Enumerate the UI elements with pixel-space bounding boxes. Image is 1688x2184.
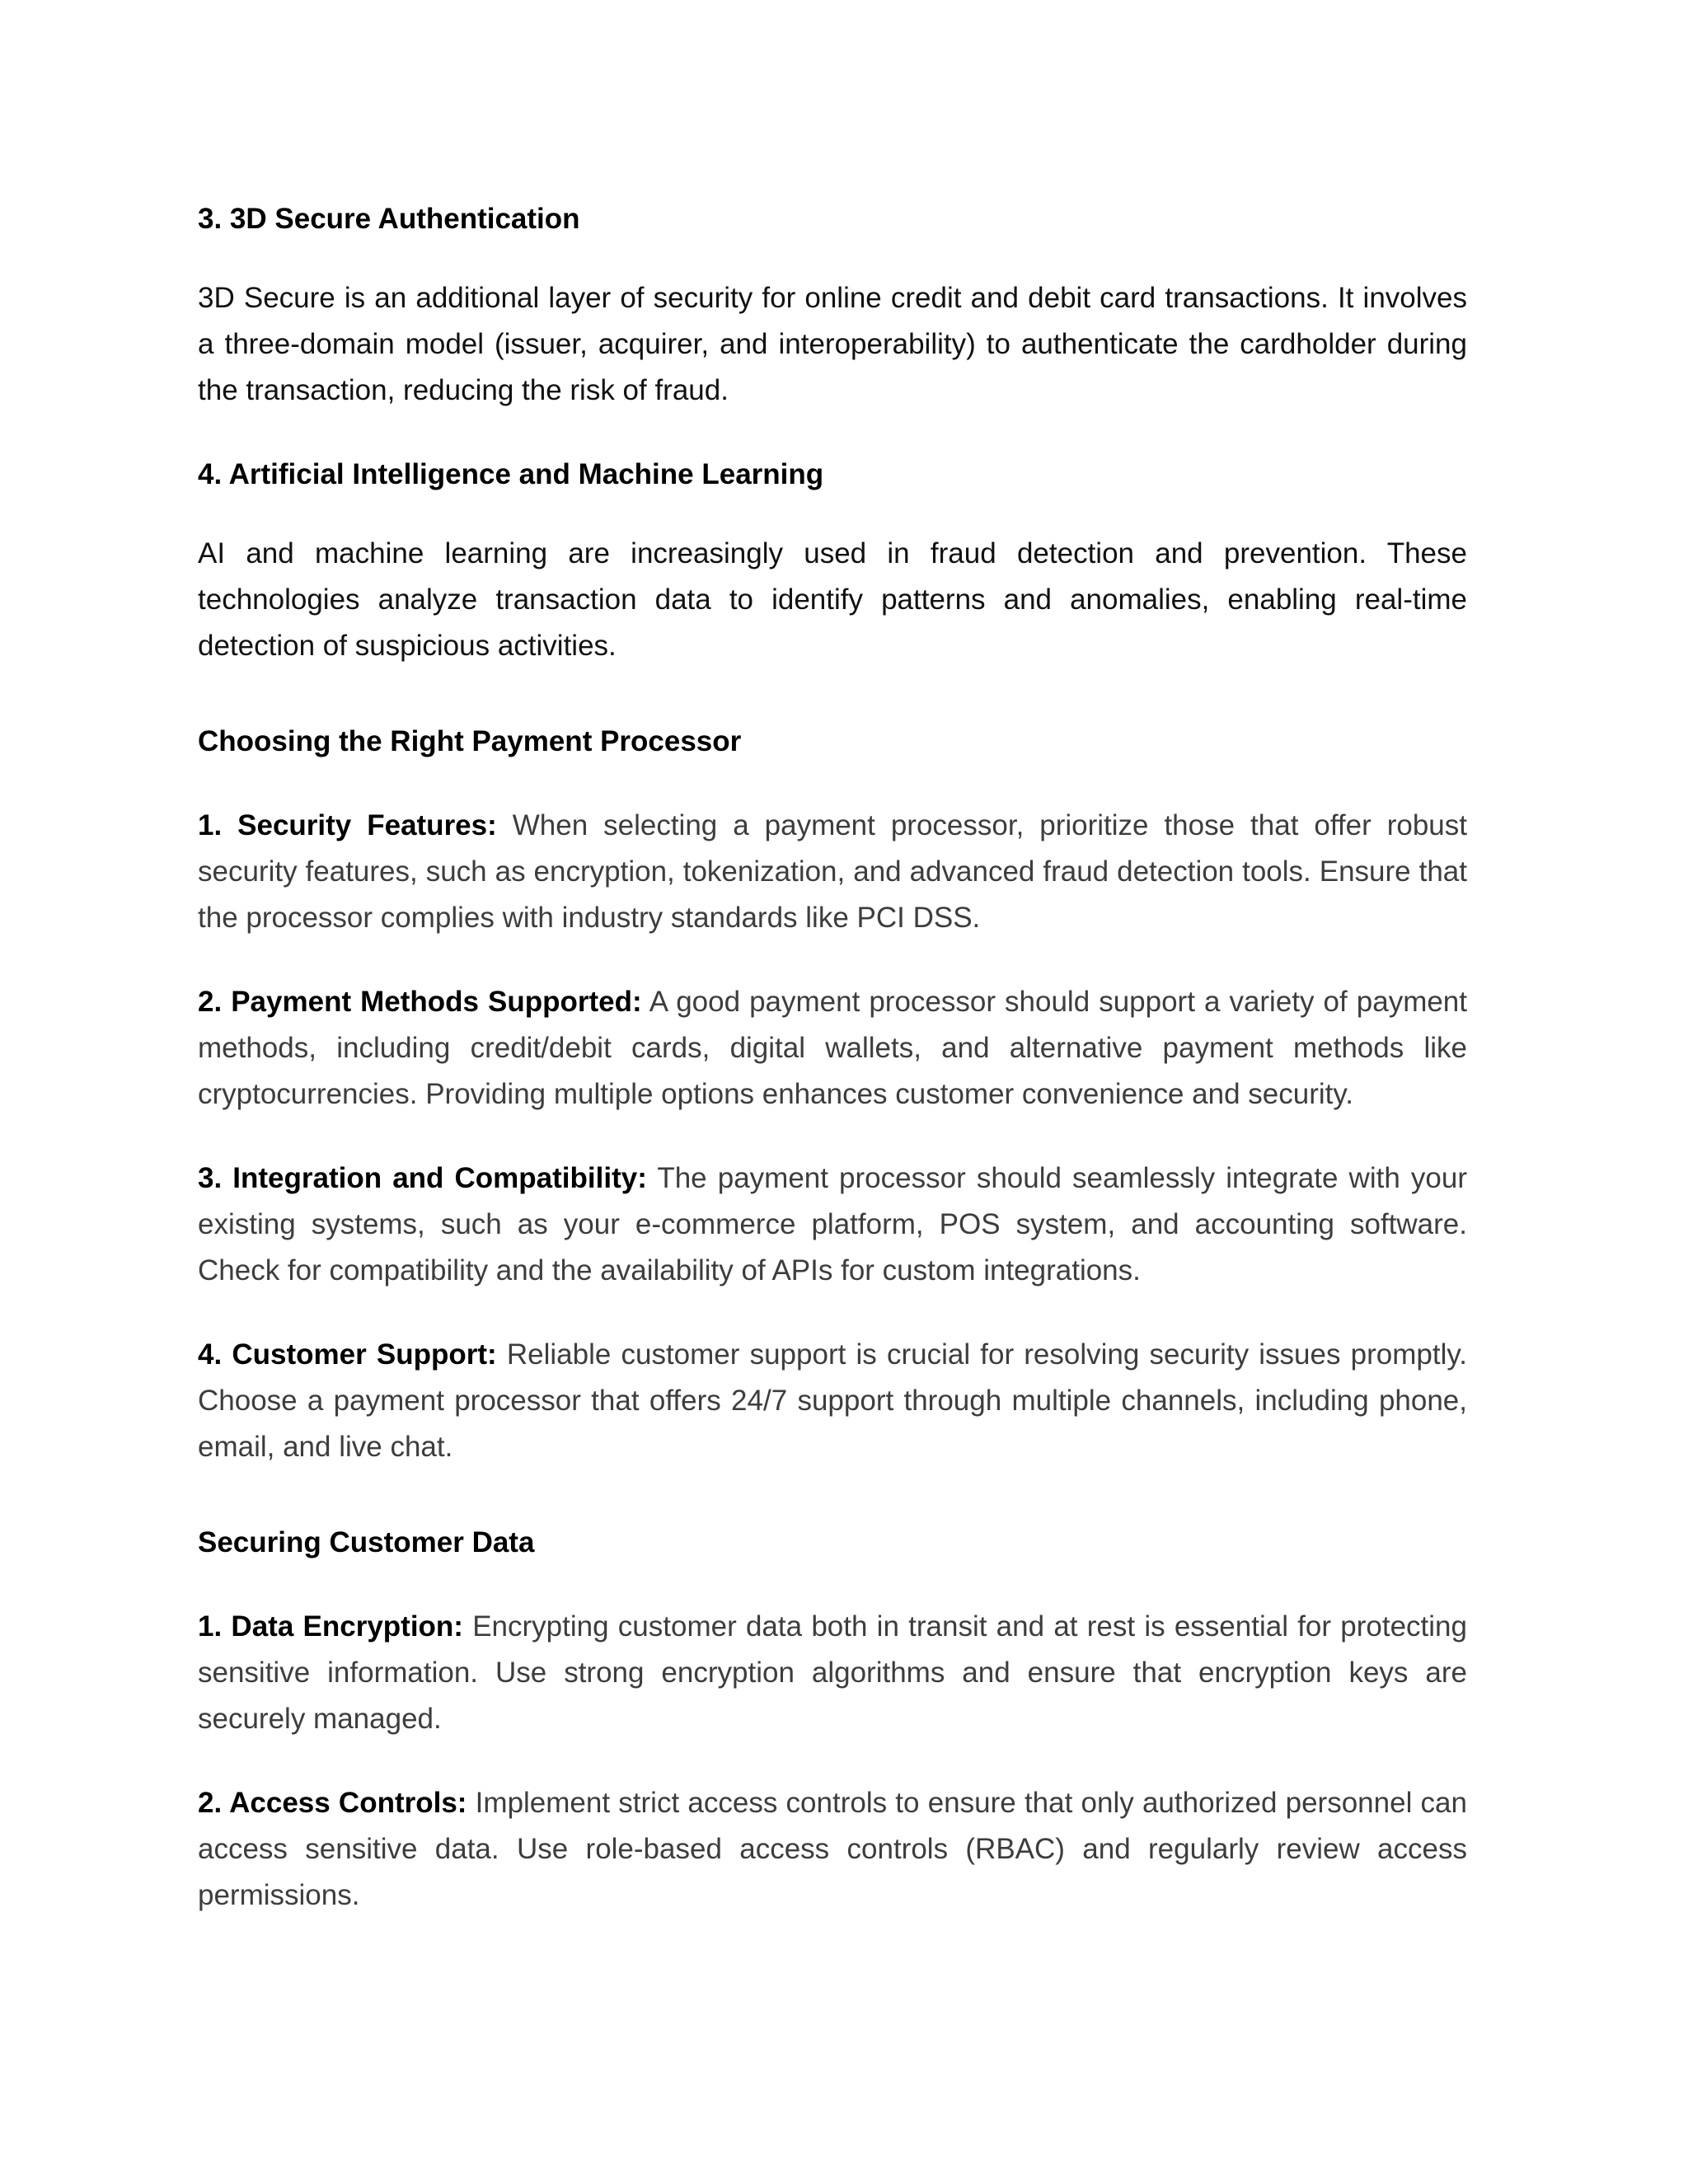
item-text: A good payment processor should support a variety of payment methods, including credit/debit cards, digital wallets, and alternative payment methods like cryptocurrencies. Providing multiple options enhances customer convenience and security. <box>198 986 1467 1110</box>
item-lead: 4. Customer Support: <box>198 1338 497 1371</box>
list-item-integration <box>198 1155 1467 1294</box>
heading-3d-secure: 3. 3D Secure Authentication <box>198 203 580 235</box>
item-lead: 2. Access Controls: <box>198 1787 467 1819</box>
item-lead: 1. Security Features: <box>198 809 497 841</box>
item-text: When selecting a payment processor, prioritize those that offer robust security features, such as encryption, tokenization, and advanced fraud detection tools. Ensure that the processor complies with industry standards like PCI DSS. <box>198 809 1468 934</box>
heading-ai-ml: 4. Artificial Intelligence and Machine Learning <box>198 458 824 490</box>
item-lead: 3. Integration and Compatibility: <box>198 1162 647 1194</box>
list-item-data-encryption <box>198 1604 1467 1742</box>
document-content <box>198 196 1467 1919</box>
list-item-security-features <box>198 803 1467 941</box>
item-lead: 1. Data Encryption: <box>198 1610 463 1643</box>
list-item-customer-support <box>198 1332 1467 1470</box>
item-text: Encrypting customer data both in transit and at rest is essential for protecting sensitive information. Use strong encryption algorithms and ensure that encryption keys are securely managed. <box>198 1610 1467 1735</box>
item-text: Implement strict access controls to ensure that only authorized personnel can access sensitive data. Use role-based access controls (RBAC) and regularly review access permissions. <box>198 1787 1467 1911</box>
paragraph-3d-secure: 3D Secure is an additional layer of security for online credit and debit card transactions. It involves a three-domain model (issuer, acquirer, and interoperability) to authenticate the cardholder during the transaction, reducing the risk of fraud. <box>198 282 1467 406</box>
paragraph-ai-ml: AI and machine learning are increasingly used in fraud detection and prevention. These technologies analyze transaction data to identify patterns and anomalies, enabling real-time detection of suspicious activities. <box>198 537 1467 662</box>
heading-securing-customer-data: Securing Customer Data <box>198 1526 535 1558</box>
list-item-payment-methods <box>198 979 1467 1118</box>
item-text: The payment processor should seamlessly integrate with your existing systems, such as your e-commerce platform, POS system, and accounting software. Check for compatibility and the availability of APIs for custom integrations. <box>198 1162 1467 1286</box>
heading-payment-processor: Choosing the Right Payment Processor <box>198 725 742 757</box>
item-text: Reliable customer support is crucial for resolving security issues promptly. Choose a payment processor that offers 24/7 support through multiple channels, including phone, email, and live chat. <box>198 1338 1467 1463</box>
list-item-access-controls <box>198 1780 1467 1919</box>
item-lead: 2. Payment Methods Supported: <box>198 986 642 1018</box>
